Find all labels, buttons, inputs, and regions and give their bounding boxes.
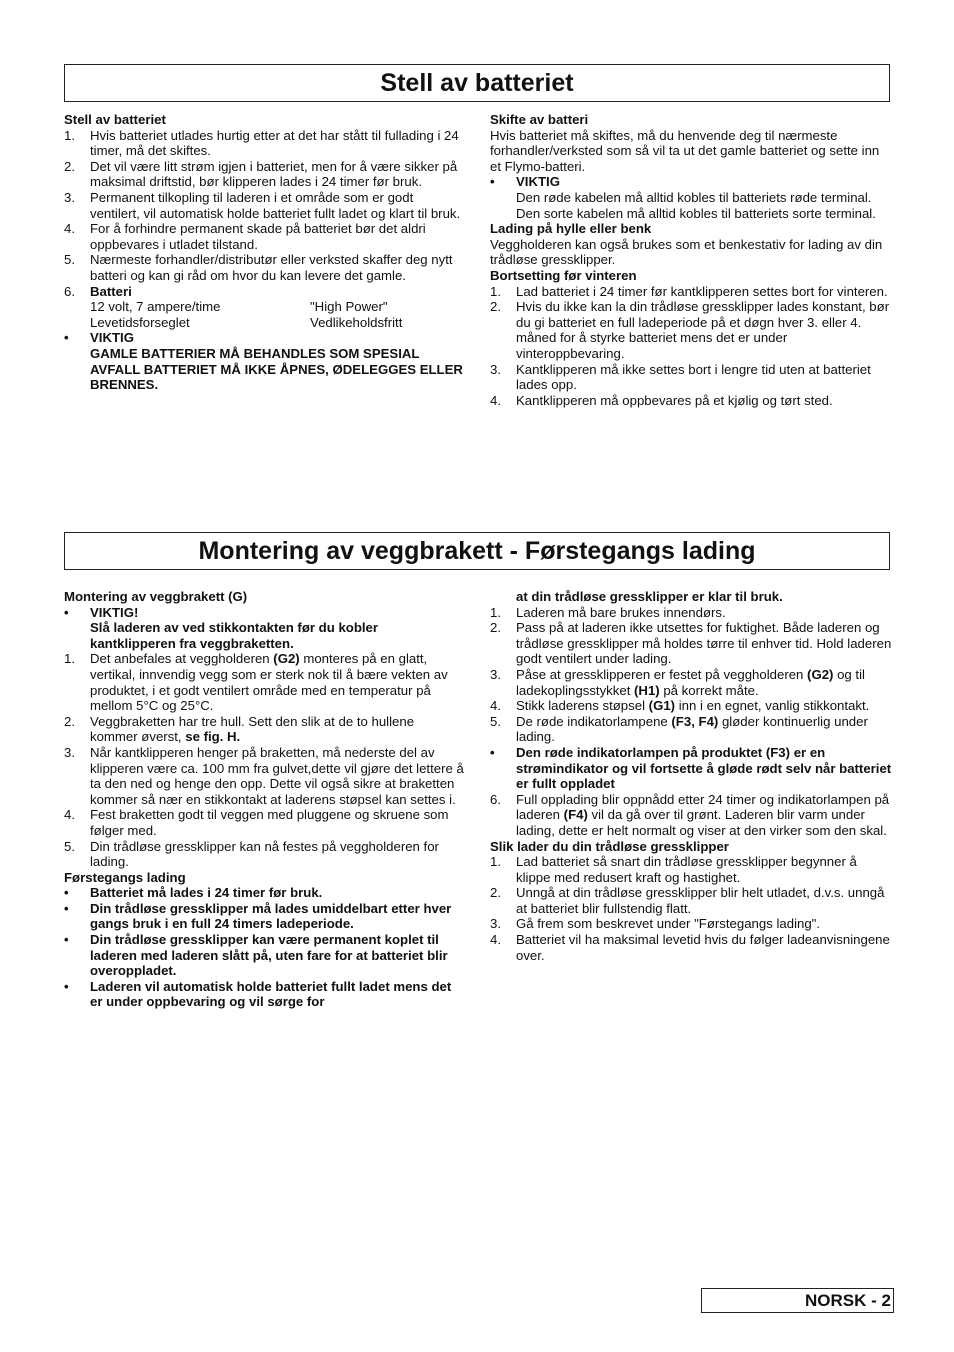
list-item (64, 221, 464, 252)
warning-text: GAMLE BATTERIER MÅ BEHANDLES SOM SPESIAL AVFALL BATTERIET MÅ IKKE ÅPNES, ØDELEGGES ELLER BRENNES. (90, 345, 463, 393)
bullet: • (64, 330, 69, 346)
list-item: 2. Veggbraketten har tre hull. Sett den slik at de to hullene kommer øverst, se fig. H. (64, 713, 415, 745)
list-item: 3. Når kantklipperen henger på braketten, må nederste del av klipperen være ca. 100 mm fra gulvet,dette vil gjøre det lettere å ta den ned og henge den opp. Dette vil også sikre at braketten kommer så nær en stikkontakt at laderens støpsel kan settes i. (64, 744, 464, 807)
list-item (490, 393, 892, 409)
battery-spec-row: 12 volt, 7 ampere/time "High Power" (90, 299, 388, 315)
warning-label: VIKTIG (516, 174, 560, 190)
wall-bracket-column (64, 589, 464, 1010)
list-item (490, 885, 892, 916)
list-item (490, 932, 892, 963)
list-item (64, 159, 464, 190)
continued-text: at din trådløse gressklipper er klar til bruk. (516, 589, 783, 604)
list-number: 4. (490, 932, 501, 948)
list-text: Laderen vil automatisk holde batteriet fullt ladet mens det er under oppbevaring og vil sørge for (90, 978, 452, 1010)
list-text: Kantklipperen må oppbevares på et kjølig og tørt sted. (516, 392, 833, 408)
list-number: 5. (64, 252, 75, 268)
warning-label: VIKTIG! (90, 604, 139, 620)
battery-spec-row: Levetidsforseglet Vedlikeholdsfritt (90, 314, 403, 330)
bullet: • (64, 900, 69, 916)
subheading: Montering av veggbrakett (G) (64, 589, 248, 604)
list-number: 2. (64, 158, 75, 174)
list-text: Din trådløse gressklipper kan være permanent koplet til laderen med laderen slått på, uten fare for at batteriet blir overoppladet. (90, 932, 448, 979)
list-text: Lad batteriet så snart din trådløse gressklipper begynner å klippe med redusert kraft og hastighet. (516, 854, 857, 885)
bullet-item (64, 979, 464, 1010)
list-number: 1. (490, 283, 501, 299)
bullet: • (64, 604, 69, 620)
bullet-item (64, 932, 464, 979)
bullet: • (490, 174, 495, 190)
list-item: 3. Påse at gressklipperen er festet på veggholderen (G2) og til ladekoplingsstykket (H1) på korrekt måte. (490, 666, 865, 698)
list-number: 4. (64, 221, 75, 237)
bullet-item: • Den røde indikatorlampen på produktet (F3) er en strømindikator og vil fortsette å gløde rødt selv når batteriet er fullt oppladet (490, 744, 892, 792)
warning-text: Den sorte kabelen må alltid kobles til batteriets sorte terminal. (516, 205, 876, 221)
list-number: 1. (64, 127, 75, 143)
subheading: Førstegangs lading (64, 869, 186, 885)
battery-care-column (64, 112, 464, 393)
list-text: For å forhindre permanent skade på batteriet bør det aldri oppbevares i utladet tilstand. (90, 221, 426, 252)
paragraph: Veggholderen kan også brukes som et benkestativ for lading av din trådløse gressklipper. (490, 236, 883, 268)
battery-replace-column (490, 112, 892, 408)
subheading: Bortsetting før vinteren (490, 267, 637, 283)
list-item (64, 252, 464, 283)
bullet-item (64, 885, 464, 901)
list-text: Kantklipperen må ikke settes bort i lengre tid uten at batteriet lades opp. (516, 361, 871, 393)
list-item: 5. De røde indikatorlampene (F3, F4) gløder kontinuerlig under lading. (490, 713, 868, 745)
subheading: Slik lader du din trådløse gressklipper (490, 838, 729, 854)
bullet-item (64, 901, 464, 932)
list-item: 5. Din trådløse gressklipper kan nå festes på veggholderen for lading. (64, 838, 439, 870)
list-item: 4. Fest braketten godt til veggen med pluggene og skruene som følger med. (64, 807, 449, 838)
list-text: Hvis batteriet utlades hurtig etter at det har stått til fullading i 24 timer, må det skiftes. (90, 127, 459, 159)
bullet: • (64, 885, 69, 901)
subheading: Skifte av batteri (490, 112, 589, 127)
bullet: • (64, 932, 69, 948)
list-number: 1. (490, 854, 501, 870)
list-item (64, 190, 464, 221)
list-text: Batteriet må lades i 24 timer før bruk. (90, 885, 323, 901)
list-item: 1. Det anbefales at veggholderen (G2) monteres på en glatt, vertikal, innvendig vegg som er sterk nok til å bære vekten av produktet, i et godt ventilert område med en temperatur på mellom 5°C og 25°C. (64, 651, 448, 714)
page-footer: NORSK - 2 (701, 1288, 894, 1313)
list-text: Det vil være litt strøm igjen i batteriet, men for å være sikker på maksimal driftstid, bør klipperen lades i 24 timer før bruk. (90, 158, 458, 190)
warning-label: VIKTIG (90, 330, 134, 346)
list-number: 4. (490, 392, 501, 408)
list-item: 2. Pass på at laderen ikke utsettes for fuktighet. Både laderen og trådløse gressklipper må holdes tørre til enhver tid. Hold laderen godt ventilert under lading. (490, 620, 892, 667)
section-title: Montering av veggbrakett - Førstegangs lading (64, 532, 890, 570)
list-text: Hvis du ikke kan la din trådløse gressklipper lades konstant, bør du gi batteriet en full ladeperiode på et døgn hver 3. eller 4. måned for å styrke batteriet mens det er under vinteroppbevaring. (516, 299, 890, 361)
subheading: Stell av batteriet (64, 112, 166, 127)
list-number: 3. (490, 916, 501, 932)
list-number: 3. (490, 361, 501, 377)
warning-text: Den røde kabelen må alltid kobles til batteriets røde terminal. (516, 189, 872, 205)
list-item (490, 854, 892, 885)
list-item (490, 284, 892, 300)
list-text: Batteriet vil ha maksimal levetid hvis du følger ladeanvisningene over. (516, 932, 890, 963)
list-text: Gå frem som beskrevet under "Førstegangs lading". (516, 916, 821, 932)
list-text: Din trådløse gressklipper må lades umiddelbart etter hver gangs bruk i en full 24 timers ladeperiode. (90, 900, 452, 932)
charging-column (490, 589, 892, 963)
bullet: • (64, 978, 69, 994)
list-text: Permanent tilkopling til laderen i et område som er godt ventilert, vil automatisk holde batteriet fullt ladet og klart til bruk. (90, 189, 461, 221)
list-item (490, 299, 892, 361)
paragraph: Hvis batteriet må skiftes, må du henvende deg til nærmeste forhandler/verksted som så vil ta ut det gamle batteriet og sette inn et Flymo-batteri. (490, 127, 880, 174)
list-text: Batteri (90, 283, 132, 299)
list-number: 6. (64, 283, 75, 299)
list-item (490, 916, 892, 932)
list-item: 1. Laderen må bare brukes innendørs. (490, 604, 726, 620)
list-item (64, 128, 464, 159)
list-number: 2. (490, 299, 501, 315)
section-title: Stell av batteriet (64, 64, 890, 102)
list-number: 2. (490, 885, 501, 901)
list-text: Lad batteriet i 24 timer før kantklipperen settes bort for vinteren. (516, 283, 888, 299)
list-text: Nærmeste forhandler/distributør eller verksted skaffer deg nytt batteri og kan gi råd om hvor du kan levere det gamle. (90, 252, 453, 283)
list-item: 4. Stikk laderens støpsel (G1) inn i en egnet, vanlig stikkontakt. (490, 698, 870, 714)
warning-text: Slå laderen av ved stikkontakten før du kobler kantklipperen fra veggbraketten. (90, 620, 379, 651)
list-text: Unngå at din trådløse gressklipper blir helt utladet, d.v.s. unngå at batteriet blir fullstendig flatt. (516, 885, 885, 916)
list-item (490, 362, 892, 393)
subheading: Lading på hylle eller benk (490, 221, 652, 237)
list-item: 6. Full opplading blir oppnådd etter 24 timer og indikatorlampen på laderen (F4) vil da gå over til grønt. Laderen blir varm under lading, dette er helt normalt og viser at den virker som den skal. (490, 791, 890, 838)
list-number: 3. (64, 189, 75, 205)
